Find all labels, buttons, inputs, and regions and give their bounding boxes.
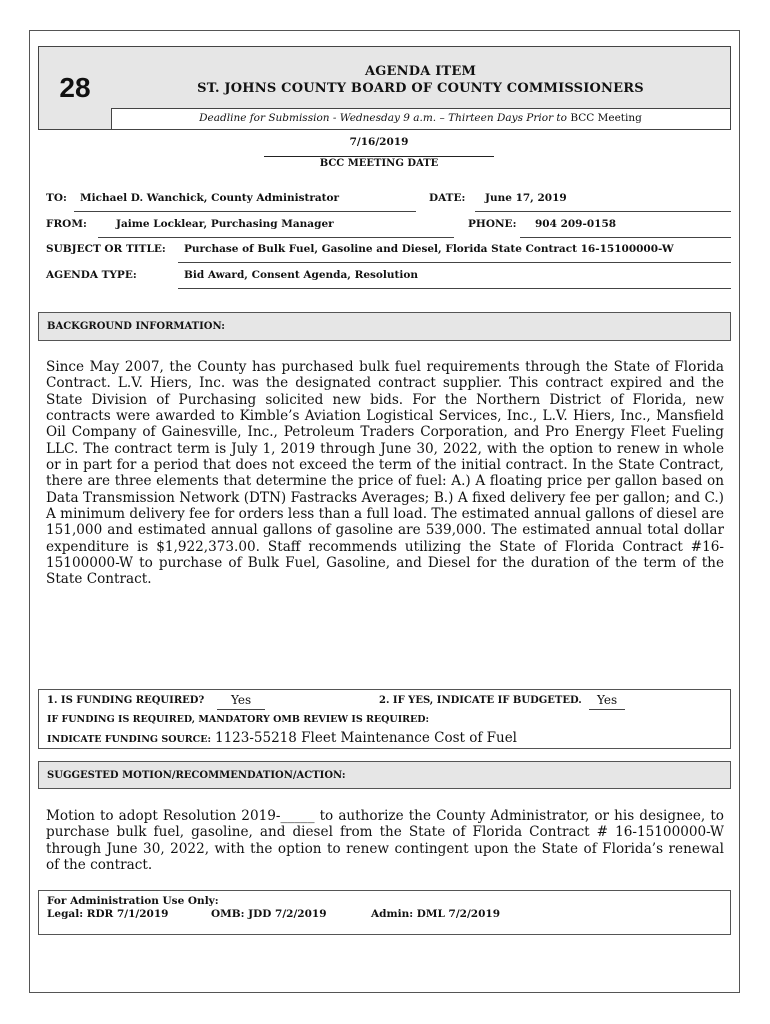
from-label: FROM: xyxy=(46,218,87,230)
submission-deadline xyxy=(111,108,730,129)
agenda-header xyxy=(38,46,731,130)
budgeted-underline xyxy=(589,709,625,710)
date-value: June 17, 2019 xyxy=(485,192,567,204)
phone-label: PHONE: xyxy=(468,218,517,230)
funding-box xyxy=(38,689,731,749)
deadline-plain-text: BCC Meeting xyxy=(570,112,642,124)
admin-heading: For Administration Use Only: xyxy=(47,895,219,907)
background-heading: BACKGROUND INFORMATION: xyxy=(38,312,731,341)
agenda-type-value: Bid Award, Consent Agenda, Resolution xyxy=(184,269,419,281)
funding-required-value: Yes xyxy=(231,693,252,707)
date-underline xyxy=(475,211,731,212)
meeting-date-underline xyxy=(264,156,494,157)
funding-source-value: 1123-55218 Fleet Maintenance Cost of Fuel xyxy=(215,730,517,746)
subject-underline xyxy=(178,262,731,263)
phone-underline xyxy=(520,237,731,238)
subject-label: SUBJECT OR TITLE: xyxy=(46,243,166,255)
motion-text: Motion to adopt Resolution 2019-_____ to authorize the County Administrator, or his designee, to purchase bulk fuel, gasoline, and diesel from the State of Florida Contract # 16-15100000-W through June 30, 2022, with the option to renew contingent upon the State of Florida’s renewal of the contract. xyxy=(46,808,724,874)
from-value: Jaime Locklear, Purchasing Manager xyxy=(116,218,334,230)
phone-value: 904 209-0158 xyxy=(535,218,617,230)
header-title-box xyxy=(111,47,730,109)
funding-required-label: 1. IS FUNDING REQUIRED? xyxy=(47,695,205,706)
to-underline xyxy=(74,211,416,212)
motion-heading: SUGGESTED MOTION/RECOMMENDATION/ACTION: xyxy=(38,761,731,789)
agenda-type-underline xyxy=(178,288,731,289)
funding-required-underline xyxy=(217,709,265,710)
meeting-date-label: BCC MEETING DATE xyxy=(319,158,439,169)
omb-review-note: IF FUNDING IS REQUIRED, MANDATORY OMB REVIEW IS REQUIRED: xyxy=(47,714,430,725)
budgeted-label: 2. IF YES, INDICATE IF BUDGETED. xyxy=(379,695,582,706)
deadline-italic-text: Deadline for Submission - Wednesday 9 a.m. – Thirteen Days Prior to xyxy=(199,112,567,124)
meeting-date-value: 7/16/2019 xyxy=(349,136,409,148)
agenda-item-number: 28 xyxy=(39,47,112,129)
to-label: TO: xyxy=(46,192,67,204)
date-label: DATE: xyxy=(429,192,466,204)
background-text: Since May 2007, the County has purchased bulk fuel requirements through the State of Florida Contract. L.V. Hiers, Inc. was the designated contract supplier. This contract expired and the State Division of Purchasing solicited new bids. For the Northern District of Florida, new contracts were awarded to Kimble’s Aviation Logistical Services, Inc., L.V. Hiers, Inc., Mansfield Oil Company of Gainesville, Inc., Petroleum Traders Corporation, and Pro Energy Fleet Fueling LLC. The contract term is July 1, 2019 through June 30, 2022, with the option to renew in whole or in part for a period that does not exceed the term of the initial contract. In the State Contract, there are three elements that determine the price of fuel: A.) A floating price per gallon based on Data Transmission Network (DTN) Fastracks Averages; B.) A fixed delivery fee per gallon; and C.) A minimum delivery fee for orders less than a full load. The estimated annual gallons of diesel are 151,000 and estimated annual gallons of gasoline are 539,000. The estimated annual total dollar expenditure is $1,922,373.00. Staff recommends utilizing the State of Florida Contract #16-15100000-W to purchase of Bulk Fuel, Gasoline, and Diesel for the duration of the term of the State Contract. xyxy=(46,359,724,588)
budgeted-value: Yes xyxy=(597,693,618,707)
to-value: Michael D. Wanchick, County Administrator xyxy=(80,192,340,204)
admin-box xyxy=(38,890,731,935)
header-board-name: ST. JOHNS COUNTY BOARD OF COUNTY COMMISSIONERS xyxy=(197,81,644,96)
funding-source-label: INDICATE FUNDING SOURCE: xyxy=(47,734,211,745)
omb-signoff: OMB: JDD 7/2/2019 xyxy=(211,908,327,920)
admin-signoff: Admin: DML 7/2/2019 xyxy=(371,908,501,920)
legal-signoff: Legal: RDR 7/1/2019 xyxy=(47,908,169,920)
from-underline xyxy=(98,237,454,238)
header-title: AGENDA ITEM xyxy=(364,64,477,79)
agenda-type-label: AGENDA TYPE: xyxy=(46,269,137,281)
subject-value: Purchase of Bulk Fuel, Gasoline and Diesel, Florida State Contract 16-15100000-W xyxy=(184,243,674,255)
